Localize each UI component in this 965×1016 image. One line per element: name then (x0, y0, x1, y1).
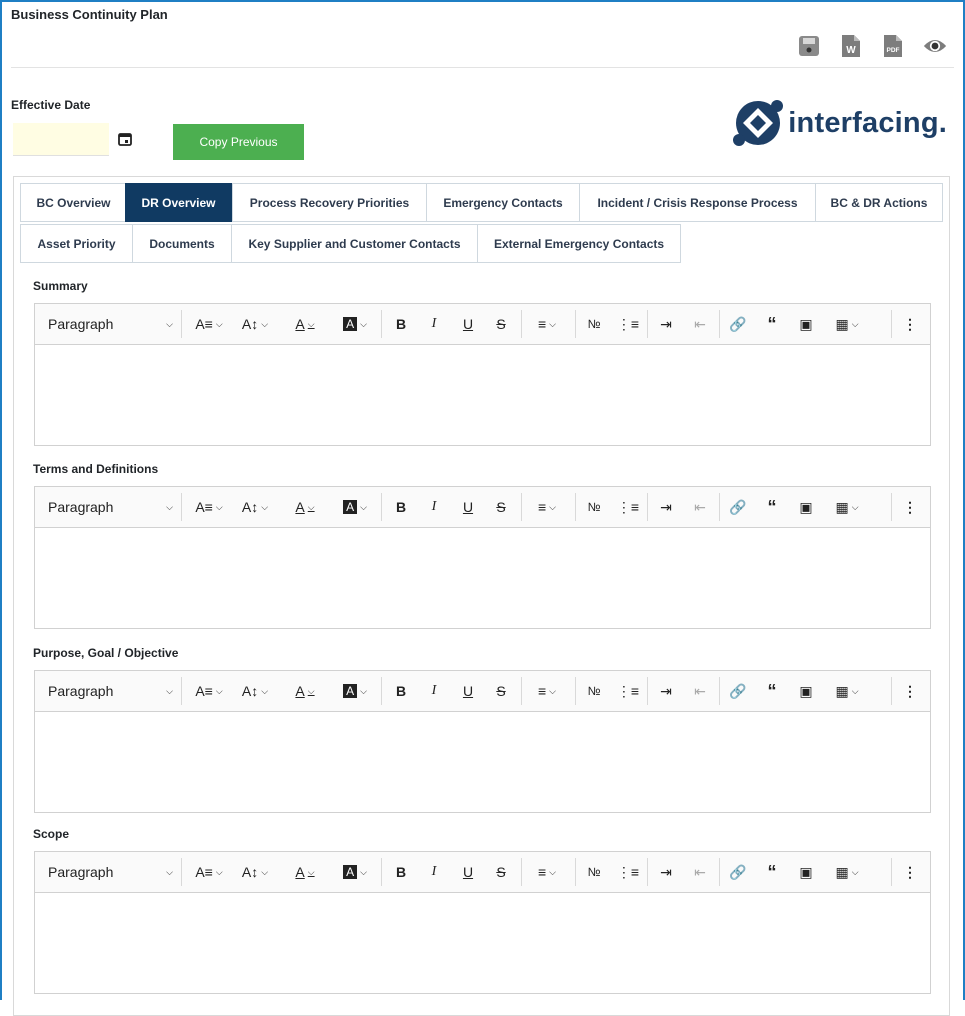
toolbar-divider (891, 677, 892, 705)
toolbar-divider (381, 493, 382, 521)
toolbar-divider (647, 310, 648, 338)
section-label-scope: Scope (33, 827, 70, 841)
toolbar-divider (575, 310, 576, 338)
toolbar-divider (521, 677, 522, 705)
bullet-list-icon[interactable]: ⋮≡ (616, 315, 640, 332)
chevron-down-icon: ⌵ (166, 866, 173, 877)
chevron-down-icon: ⌵ (166, 318, 173, 329)
blockquote-icon[interactable]: “ (767, 496, 777, 517)
font-color-icon[interactable]: A ⌵ (295, 683, 315, 699)
bold-icon[interactable]: B (395, 864, 407, 880)
table-icon[interactable]: ▦ ⌵ (835, 682, 859, 699)
blockquote-icon[interactable]: “ (767, 680, 777, 701)
line-height-icon[interactable]: A↕ ⌵ (241, 864, 269, 880)
underline-icon[interactable]: U (462, 683, 474, 699)
toolbar-divider (181, 858, 182, 886)
editor-toolbar (35, 304, 930, 345)
copy-previous-button[interactable]: Copy Previous (173, 124, 304, 160)
bold-icon[interactable]: B (395, 683, 407, 699)
highlight-color-icon[interactable]: A ⌵ (335, 852, 375, 892)
tab-dr-overview[interactable]: DR Overview (125, 183, 232, 222)
numbered-list-icon[interactable]: № (587, 500, 601, 514)
link-icon[interactable]: 🔗 (729, 315, 747, 332)
editor-scope (34, 851, 931, 994)
tab-incident-crisis-response[interactable]: Incident / Crisis Response Process (579, 183, 816, 222)
paragraph-style-value: Paragraph (48, 316, 114, 332)
editor-purpose (34, 670, 931, 813)
save-icon[interactable] (797, 33, 821, 59)
toolbar-divider (381, 310, 382, 338)
toolbar-divider (575, 677, 576, 705)
strikethrough-icon[interactable]: S (496, 316, 506, 332)
page-title: Business Continuity Plan (11, 7, 168, 22)
blockquote-icon[interactable]: “ (767, 861, 777, 882)
tab-asset-priority[interactable]: Asset Priority (20, 224, 133, 263)
editor-content-purpose[interactable] (35, 712, 930, 812)
interfacing-logo (731, 98, 947, 148)
toolbar-divider (719, 858, 720, 886)
toolbar-divider (891, 858, 892, 886)
underline-icon[interactable]: U (462, 499, 474, 515)
toolbar-divider (719, 310, 720, 338)
paragraph-style-value: Paragraph (48, 683, 114, 699)
underline-icon[interactable]: U (462, 316, 474, 332)
chevron-down-icon: ⌵ (166, 685, 173, 696)
toolbar-divider (181, 310, 182, 338)
image-icon[interactable]: ▣ (799, 315, 813, 332)
preview-eye-icon[interactable] (923, 33, 947, 59)
editor-toolbar (35, 487, 930, 528)
line-height-icon[interactable]: A↕ ⌵ (241, 316, 269, 332)
tab-process-recovery-priorities[interactable]: Process Recovery Priorities (232, 183, 427, 222)
underline-icon[interactable]: U (462, 864, 474, 880)
toolbar-divider (381, 858, 382, 886)
table-icon[interactable]: ▦ ⌵ (835, 498, 859, 515)
align-icon[interactable]: ≡ ⌵ (538, 499, 556, 515)
toolbar-divider (719, 493, 720, 521)
align-icon[interactable]: ≡ ⌵ (538, 683, 556, 699)
indent-icon[interactable]: ⇥ (660, 498, 672, 515)
image-icon[interactable]: ▣ (799, 498, 813, 515)
numbered-list-icon[interactable]: № (587, 317, 601, 331)
font-color-icon[interactable]: A ⌵ (295, 499, 315, 515)
highlight-color-icon[interactable]: A ⌵ (335, 671, 375, 711)
paragraph-style-select[interactable] (48, 487, 173, 527)
link-icon[interactable]: 🔗 (729, 863, 747, 880)
outdent-icon[interactable]: ⇤ (694, 498, 706, 515)
toolbar-divider (381, 677, 382, 705)
table-icon[interactable]: ▦ ⌵ (835, 315, 859, 332)
toolbar-divider (521, 858, 522, 886)
bold-icon[interactable]: B (395, 316, 407, 332)
paragraph-style-select[interactable] (48, 852, 173, 892)
align-icon[interactable]: ≡ ⌵ (538, 316, 556, 332)
font-size-icon[interactable]: A≡ ⌵ (195, 316, 223, 332)
toolbar-divider (647, 677, 648, 705)
toolbar-divider (647, 493, 648, 521)
numbered-list-icon[interactable]: № (587, 865, 601, 879)
toolbar-divider (575, 493, 576, 521)
editor-content-terms-definitions[interactable] (35, 528, 930, 628)
font-color-icon[interactable]: A ⌵ (295, 316, 315, 332)
header-divider (11, 67, 954, 68)
link-icon[interactable]: 🔗 (729, 682, 747, 699)
strikethrough-icon[interactable]: S (496, 864, 506, 880)
paragraph-style-select[interactable] (48, 304, 173, 344)
italic-icon[interactable]: I (431, 499, 437, 514)
font-size-icon[interactable]: A≡ ⌵ (195, 499, 223, 515)
paragraph-style-value: Paragraph (48, 499, 114, 515)
indent-icon[interactable]: ⇥ (660, 682, 672, 699)
image-icon[interactable]: ▣ (799, 682, 813, 699)
section-label-terms-definitions: Terms and Definitions (33, 462, 159, 476)
editor-terms-definitions (34, 486, 931, 629)
tab-bc-overview[interactable]: BC Overview (20, 183, 127, 222)
editor-toolbar (35, 671, 930, 712)
more-options-icon[interactable]: ⋮ (903, 498, 917, 515)
table-icon[interactable]: ▦ ⌵ (835, 863, 859, 880)
tab-external-emergency-contacts[interactable]: External Emergency Contacts (477, 224, 681, 263)
svg-text:PDF: PDF (886, 47, 900, 54)
outdent-icon[interactable]: ⇤ (694, 315, 706, 332)
section-label-purpose: Purpose, Goal / Objective (33, 646, 179, 660)
outdent-icon[interactable]: ⇤ (694, 863, 706, 880)
font-size-icon[interactable]: A≡ ⌵ (195, 864, 223, 880)
chevron-down-icon: ⌵ (166, 501, 173, 512)
indent-icon[interactable]: ⇥ (660, 315, 672, 332)
toolbar-divider (891, 493, 892, 521)
italic-icon[interactable]: I (431, 316, 437, 331)
bold-icon[interactable]: B (395, 499, 407, 515)
paragraph-style-select[interactable] (48, 671, 173, 711)
section-label-summary: Summary (33, 279, 88, 293)
tab-emergency-contacts[interactable]: Emergency Contacts (426, 183, 580, 222)
line-height-icon[interactable]: A↕ ⌵ (241, 499, 269, 515)
toolbar-divider (891, 310, 892, 338)
tab-bc-dr-actions[interactable]: BC & DR Actions (815, 183, 943, 222)
blockquote-icon[interactable]: “ (767, 313, 777, 334)
more-options-icon[interactable]: ⋮ (903, 315, 917, 332)
highlight-color-icon[interactable]: A ⌵ (335, 304, 375, 344)
tab-key-supplier-customer-contacts[interactable]: Key Supplier and Customer Contacts (231, 224, 478, 263)
word-export-icon[interactable] (839, 33, 863, 59)
editor-content-summary[interactable] (35, 345, 930, 445)
effective-date-input[interactable] (13, 123, 109, 156)
numbered-list-icon[interactable]: № (587, 684, 601, 698)
italic-icon[interactable]: I (431, 864, 437, 879)
bullet-list-icon[interactable]: ⋮≡ (616, 863, 640, 880)
paragraph-style-value: Paragraph (48, 864, 114, 880)
toolbar-divider (575, 858, 576, 886)
toolbar-divider (719, 677, 720, 705)
bullet-list-icon[interactable]: ⋮≡ (616, 498, 640, 515)
toolbar-divider (647, 858, 648, 886)
indent-icon[interactable]: ⇥ (660, 863, 672, 880)
more-options-icon[interactable]: ⋮ (903, 863, 917, 880)
toolbar-divider (521, 310, 522, 338)
bullet-list-icon[interactable]: ⋮≡ (616, 682, 640, 699)
italic-icon[interactable]: I (431, 683, 437, 698)
strikethrough-icon[interactable]: S (496, 683, 506, 699)
tab-documents[interactable]: Documents (132, 224, 232, 263)
toolbar-divider (181, 677, 182, 705)
highlight-color-icon[interactable]: A ⌵ (335, 487, 375, 527)
logo-mark-icon (731, 98, 785, 148)
font-color-icon[interactable]: A ⌵ (295, 864, 315, 880)
font-size-icon[interactable]: A≡ ⌵ (195, 683, 223, 699)
align-icon[interactable]: ≡ ⌵ (538, 864, 556, 880)
effective-date-label: Effective Date (11, 98, 91, 112)
toolbar-divider (521, 493, 522, 521)
outdent-icon[interactable]: ⇤ (694, 682, 706, 699)
toolbar-actions (797, 33, 947, 59)
logo-text: interfacing. (788, 106, 947, 139)
editor-content-scope[interactable] (35, 893, 930, 993)
toolbar-divider (181, 493, 182, 521)
editor-summary (34, 303, 931, 446)
line-height-icon[interactable]: A↕ ⌵ (241, 683, 269, 699)
link-icon[interactable]: 🔗 (729, 498, 747, 515)
more-options-icon[interactable]: ⋮ (903, 682, 917, 699)
editor-toolbar (35, 852, 930, 893)
strikethrough-icon[interactable]: S (496, 499, 506, 515)
pdf-export-icon[interactable] (881, 33, 905, 59)
svg-text:W: W (846, 45, 856, 56)
calendar-icon[interactable] (118, 132, 132, 151)
image-icon[interactable]: ▣ (799, 863, 813, 880)
